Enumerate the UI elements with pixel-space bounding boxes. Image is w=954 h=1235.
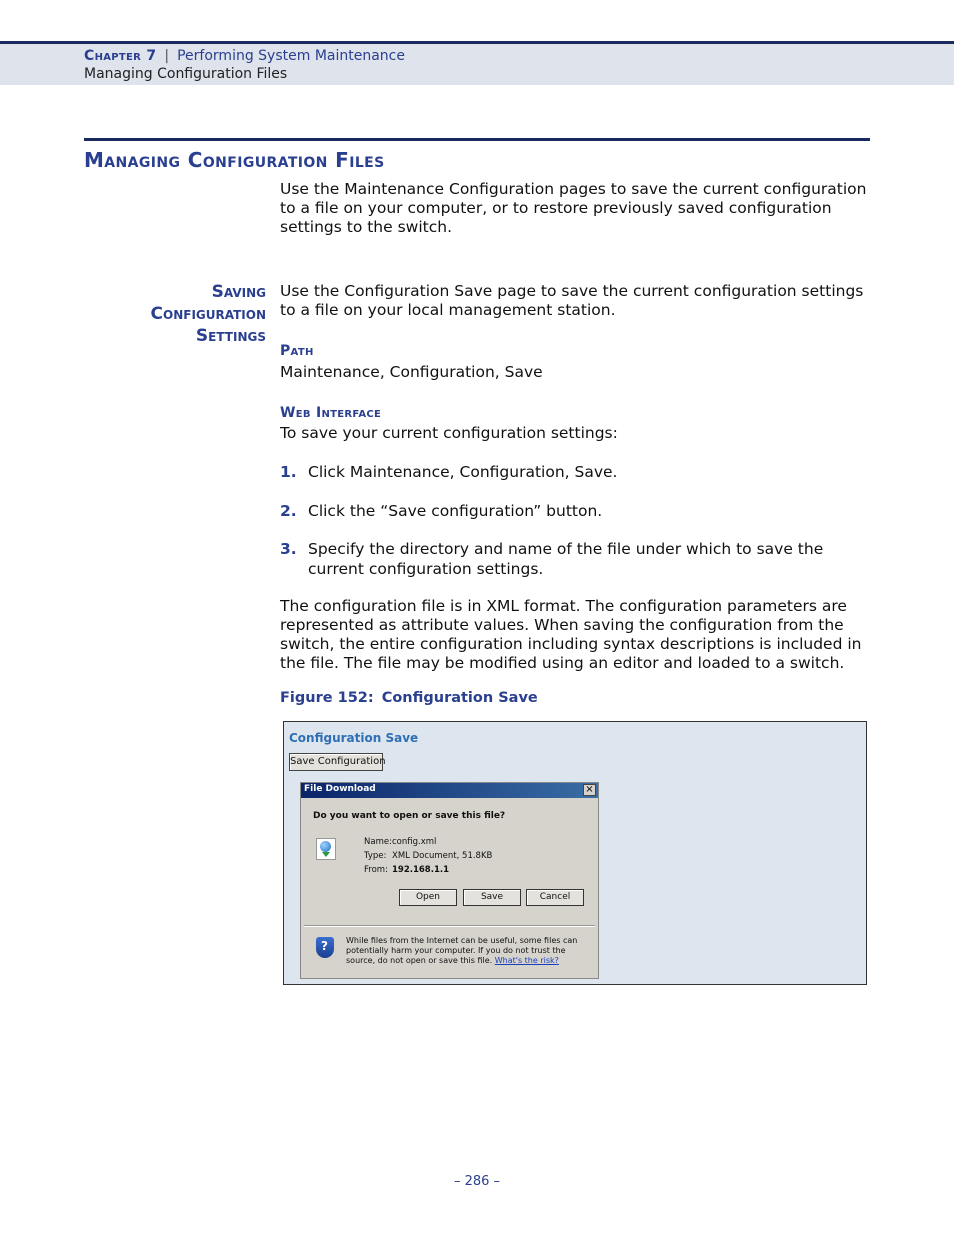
xml-file-icon — [316, 838, 336, 860]
header-section: Managing Configuration Files — [84, 66, 288, 82]
step-text: Specify the directory and name of the file under which to save the current configuration settings. — [308, 540, 824, 578]
step-text: Click Maintenance, Configuration, Save. — [308, 463, 618, 481]
figure-caption — [280, 690, 538, 706]
path-heading: Path — [280, 343, 314, 359]
step-number: 3. — [280, 540, 297, 558]
header-chapter-line — [84, 48, 405, 64]
step-item — [280, 539, 870, 579]
web-interface-heading: Web Interface — [280, 405, 382, 421]
page-number: – 286 – — [453, 1174, 501, 1189]
dialog-titlebar — [301, 783, 598, 798]
from-label: From: — [364, 865, 388, 875]
step-text: Click the “Save configuration” button. — [308, 502, 603, 520]
running-header — [0, 41, 954, 85]
subsection-heading-line: Saving — [211, 282, 266, 302]
from-value: 192.168.1.1 — [392, 865, 450, 875]
path-text: Maintenance, Configuration, Save — [280, 363, 543, 381]
open-button[interactable]: Open — [399, 889, 457, 906]
name-value: config.xml — [392, 837, 437, 847]
type-value: XML Document, 51.8KB — [392, 851, 493, 861]
intro-paragraph: Use the Maintenance Configuration pages to save the current configuration to a file on your computer, or to restore previously saved configuration settings to the switch. — [280, 180, 867, 236]
step-number: 1. — [280, 463, 297, 481]
figure-label: Figure 152: — [280, 690, 374, 706]
subsection-intro: Use the Configuration Save page to save the current configuration settings to a file on your local management station. — [280, 282, 864, 319]
subsection-heading-line: Configuration — [150, 304, 266, 324]
security-warning-text: While files from the Internet can be useful, some files can potentially harm your computer. If you do not trust the source, do not open or save this file. — [346, 936, 578, 965]
cancel-button[interactable]: Cancel — [526, 889, 584, 906]
step-number: 2. — [280, 502, 297, 520]
header-separator: | — [164, 48, 170, 64]
page-title: Managing Configuration Files — [84, 148, 385, 172]
step-item — [280, 501, 870, 521]
file-download-dialog — [300, 782, 599, 979]
header-chapter-title: Performing System Maintenance — [177, 48, 405, 64]
title-rule — [84, 138, 870, 141]
figure-caption-text: Configuration Save — [381, 690, 538, 706]
dialog-question: Do you want to open or save this file? — [313, 811, 506, 821]
note-paragraph: The configuration file is in XML format. The configuration parameters are represented as attribute values. When saving the configuration from the switch, the entire configuration including syntax descriptions is included in the file. The file may be modified using an editor and loaded to a switch. — [280, 597, 862, 672]
shield-icon: ? — [316, 937, 334, 958]
save-button[interactable]: Save — [463, 889, 521, 906]
close-icon[interactable]: × — [583, 784, 596, 796]
step-item — [280, 462, 870, 482]
name-label: Name: — [364, 837, 392, 847]
dialog-title: File Download — [304, 784, 376, 794]
security-warning — [346, 936, 591, 966]
type-label: Type: — [364, 851, 387, 861]
dialog-divider — [304, 925, 595, 927]
web-interface-intro: To save your current configuration settings: — [280, 424, 618, 442]
subsection-heading-line: Settings — [195, 326, 266, 346]
screen-title: Configuration Save — [289, 731, 419, 745]
header-chapter: Chapter 7 — [84, 48, 157, 64]
figure-screenshot — [283, 721, 867, 985]
save-configuration-button[interactable]: Save Configuration — [289, 753, 383, 771]
subsection-heading — [151, 281, 266, 347]
whats-the-risk-link[interactable]: What's the risk? — [494, 956, 559, 965]
